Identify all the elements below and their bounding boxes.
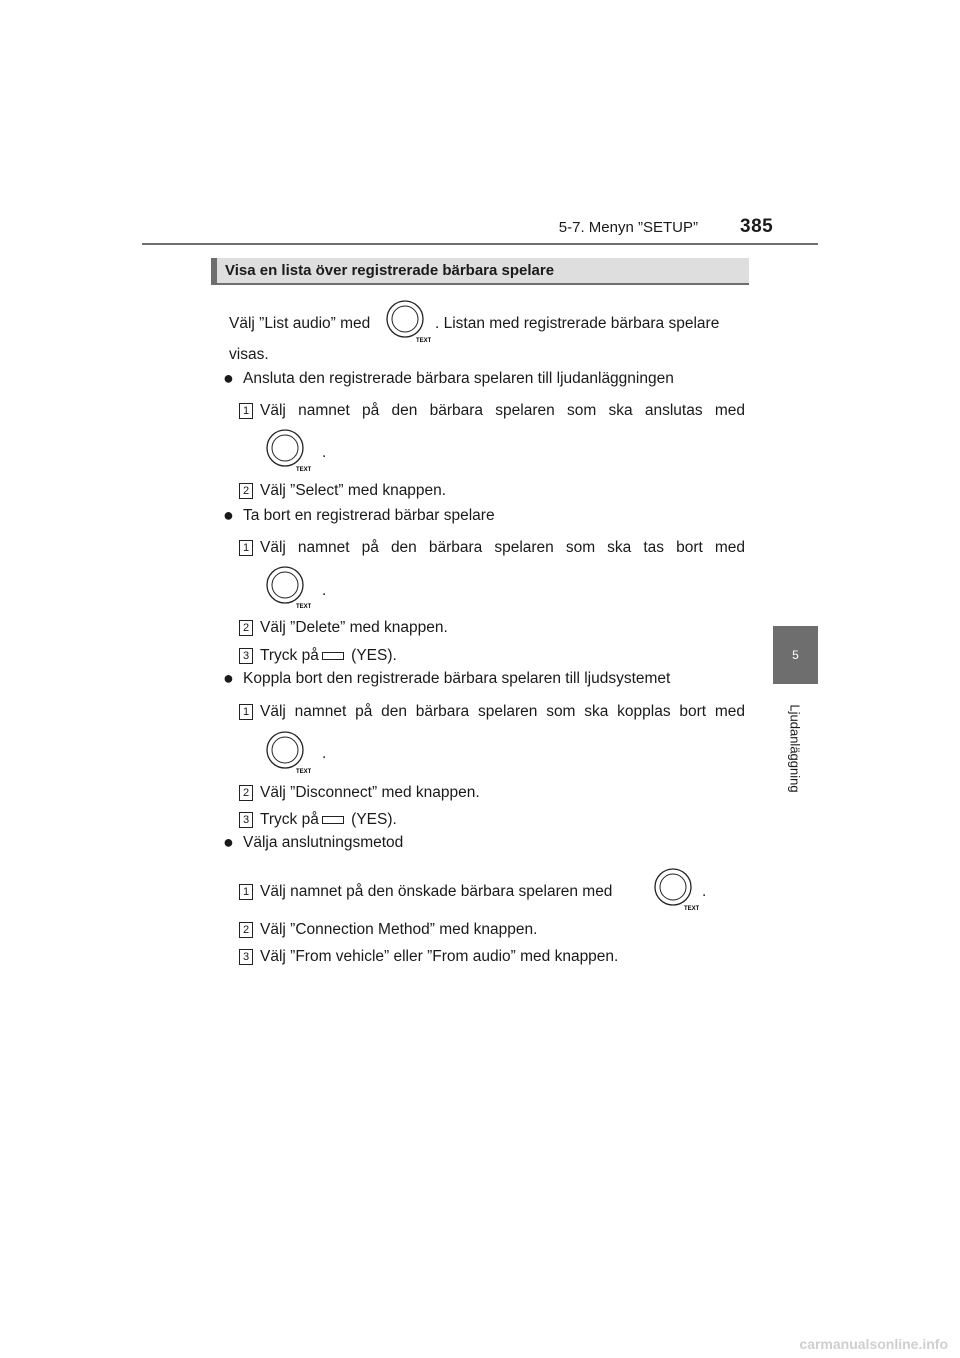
section-3-step-3: Tryck på (YES). xyxy=(260,811,397,828)
step-number-badge: 2 xyxy=(239,483,253,499)
yes-button-icon xyxy=(322,816,344,824)
heading-accent-bar xyxy=(211,258,217,283)
step-tail: . xyxy=(322,444,327,461)
intro-text-part1: Välj ”List audio” med xyxy=(229,315,371,332)
section-2-step-2: Välj ”Delete” med knappen. xyxy=(260,619,448,636)
header-rule xyxy=(142,243,818,245)
step-tail: . xyxy=(322,582,327,599)
section-4-step-3: Välj ”From vehicle” eller ”From audio” med knappen. xyxy=(260,948,619,965)
section-1-step-1: Välj namnet på den bärbara spelaren som ska anslutas med xyxy=(260,402,745,419)
section-4-step-1: Välj namnet på den önskade bärbara spelaren med xyxy=(260,883,613,900)
intro-text-part2: . Listan med registrerade bärbara spelare xyxy=(435,315,720,332)
step-tail: . xyxy=(322,745,327,762)
chapter-number: 5 xyxy=(792,648,799,662)
svg-text:TEXT: TEXT xyxy=(296,467,311,472)
bullet-icon: ● xyxy=(223,505,234,525)
svg-text:TEXT: TEXT xyxy=(684,906,699,911)
svg-text:TEXT: TEXT xyxy=(296,769,311,774)
step-number-badge: 1 xyxy=(239,540,253,556)
section-3-title: Koppla bort den registrerade bärbara spelaren till ljudsystemet xyxy=(243,670,671,687)
section-2-title: Ta bort en registrerad bärbar spelare xyxy=(243,507,495,524)
tune-knob-icon xyxy=(263,428,311,477)
section-heading-text: Visa en lista över registrerade bärbara spelare xyxy=(225,262,555,279)
section-3-step-1: Välj namnet på den bärbara spelaren som ska kopplas bort med xyxy=(260,703,745,720)
chapter-label: Ljudanläggning xyxy=(787,704,803,793)
step-number-badge: 1 xyxy=(239,403,253,419)
tune-knob-icon xyxy=(383,299,431,348)
step-number-badge: 2 xyxy=(239,922,253,938)
section-2-step-3: Tryck på (YES). xyxy=(260,647,397,664)
section-2-step-1: Välj namnet på den bärbara spelaren som ska tas bort med xyxy=(260,539,745,556)
section-3-step-2: Välj ”Disconnect” med knappen. xyxy=(260,784,480,801)
tune-knob-icon xyxy=(263,730,311,779)
section-1-step-2: Välj ”Select” med knappen. xyxy=(260,482,447,499)
step-number-badge: 1 xyxy=(239,884,253,900)
knob-label: TEXT xyxy=(416,338,431,343)
step-number-badge: 2 xyxy=(239,785,253,801)
watermark: carmanualsonline.info xyxy=(799,1336,948,1352)
step-number-badge: 1 xyxy=(239,704,253,720)
tune-knob-icon xyxy=(651,867,699,916)
step-number-badge: 3 xyxy=(239,812,253,828)
chapter-tab xyxy=(773,626,818,684)
tune-knob-icon xyxy=(263,565,311,614)
step-number-badge: 3 xyxy=(239,648,253,664)
svg-text:TEXT: TEXT xyxy=(296,604,311,609)
step-number-badge: 3 xyxy=(239,949,253,965)
yes-button-icon xyxy=(322,652,344,660)
section-4-step-2: Välj ”Connection Method” med knappen. xyxy=(260,921,538,938)
section-1-title: Ansluta den registrerade bärbara spelaren till ljudanläggningen xyxy=(243,370,674,387)
intro-text-part3: visas. xyxy=(229,346,269,363)
page-number: 385 xyxy=(740,216,774,237)
bullet-icon: ● xyxy=(223,368,234,388)
section-4-title: Välja anslutningsmetod xyxy=(243,834,404,851)
bullet-icon: ● xyxy=(223,832,234,852)
section-heading xyxy=(211,258,749,285)
step-tail: . xyxy=(702,883,707,900)
bullet-icon: ● xyxy=(223,668,234,688)
step-number-badge: 2 xyxy=(239,620,253,636)
section-header: 5-7. Menyn ”SETUP” xyxy=(558,219,698,236)
